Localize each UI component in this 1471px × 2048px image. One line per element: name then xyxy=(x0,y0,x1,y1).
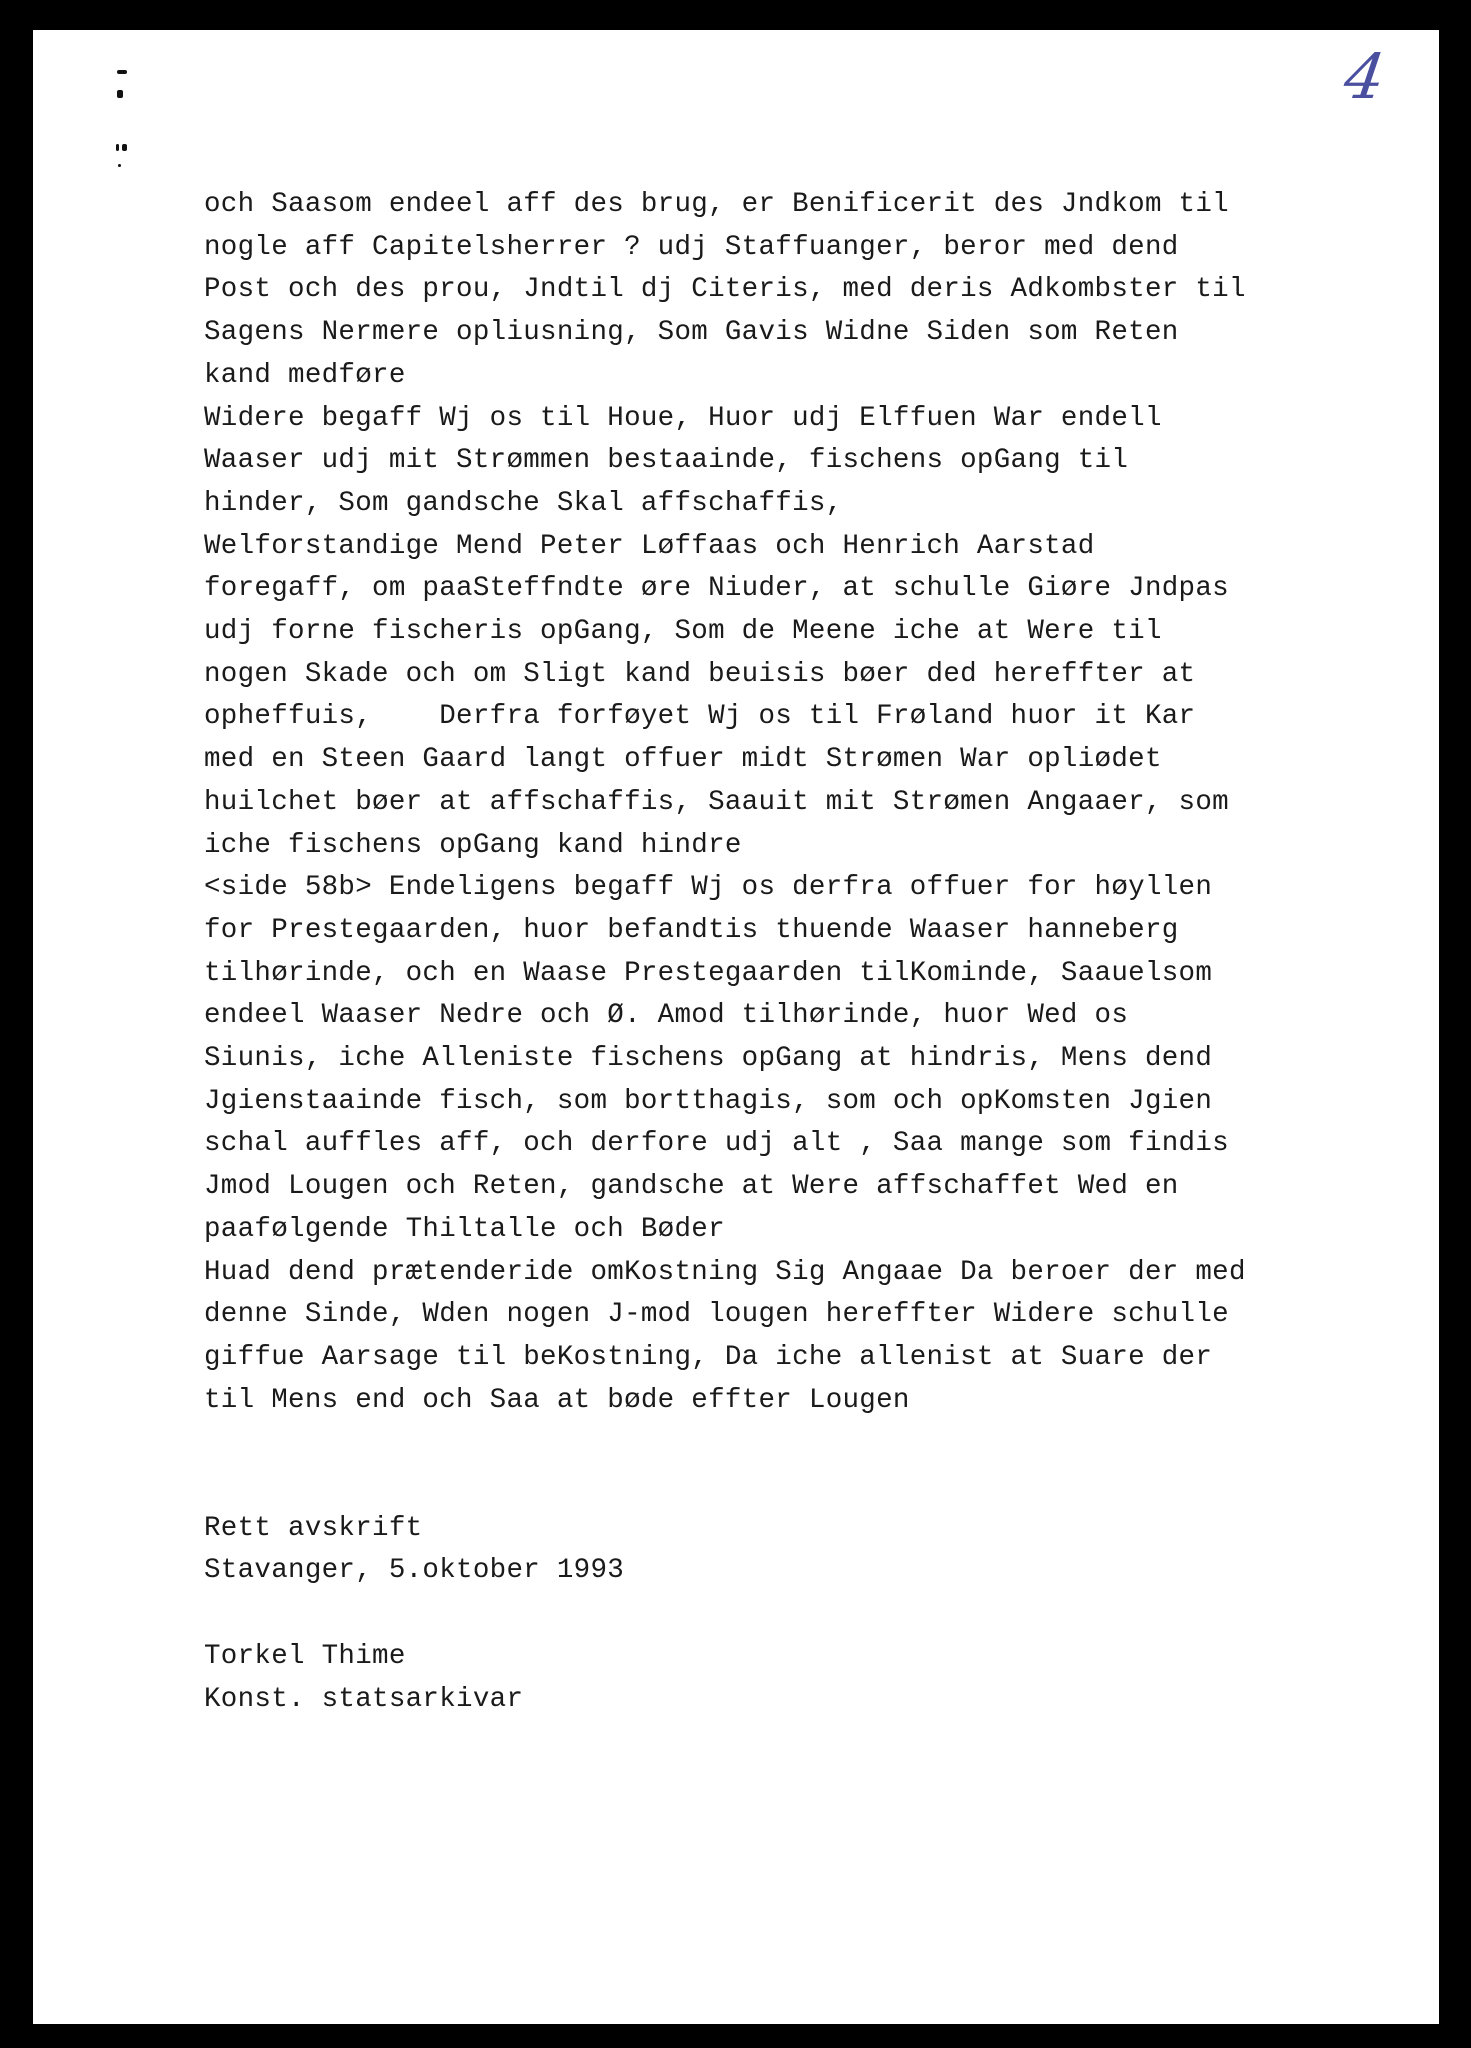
text-line: med en Steen Gaard langt offuer midt Strømen War opliødet xyxy=(204,744,1162,776)
text-line: opheffuis, Derfra forføyet Wj os til Frøland huor it Kar xyxy=(204,701,1196,733)
text-line: Post och des prou, Jndtil dj Citeris, med deris Adkombster til xyxy=(204,274,1246,306)
text-line: iche fischens opGang kand hindre xyxy=(204,829,742,861)
transcription-text xyxy=(204,184,1384,1721)
text-line: udj forne fischeris opGang, Som de Meene iche at Were til xyxy=(204,616,1162,648)
text-line: til Mens end och Saa at bøde effter Lougen xyxy=(204,1384,910,1416)
spacer xyxy=(204,1422,1384,1465)
text-line: nogle aff Capitelsherrer ? udj Staffuanger, beror med dend xyxy=(204,231,1179,263)
signatory-title: Konst. statsarkivar xyxy=(204,1683,524,1715)
text-line: hinder, Som gandsche Skal affschaffis, xyxy=(204,487,843,519)
text-line: tilhørinde, och en Waase Prestegaarden tilKominde, Saauelsom xyxy=(204,957,1213,989)
text-line: Waaser udj mit Strømmen bestaainde, fischens opGang til xyxy=(204,445,1129,477)
text-line: giffue Aarsage til beKostning, Da iche allenist at Suare der xyxy=(204,1341,1213,1373)
text-line: denne Sinde, Wden nogen J-mod lougen hereffter Widere schulle xyxy=(204,1299,1229,1331)
text-line: endeel Waaser Nedre och Ø. Amod tilhørinde, huor Wed os xyxy=(204,1000,1129,1032)
text-line: <side 58b> Endeligens begaff Wj os derfra offuer for høyllen xyxy=(204,872,1213,904)
scan-mark xyxy=(118,164,121,167)
text-line: foregaff, om paaSteffndte øre Niuder, at schulle Giøre Jndpas xyxy=(204,573,1229,605)
text-line: Huad dend prætenderide omKostning Sig Angaae Da beroer der med xyxy=(204,1256,1246,1288)
handwritten-page-number: 4 xyxy=(1339,40,1390,113)
text-line: for Prestegaarden, huor befandtis thuende Waaser hanneberg xyxy=(204,914,1179,946)
spacer xyxy=(204,1593,1384,1636)
body-paragraphs xyxy=(204,184,1384,1422)
text-line: Jgienstaainde fisch, som bortthagis, som och opKomsten Jgien xyxy=(204,1085,1213,1117)
scan-mark xyxy=(116,144,119,151)
text-line: Sagens Nermere opliusning, Som Gavis Widne Siden som Reten xyxy=(204,317,1179,349)
document-page xyxy=(33,30,1439,2024)
certification-place-date: Stavanger, 5.oktober 1993 xyxy=(204,1555,625,1587)
certification-label: Rett avskrift xyxy=(204,1512,423,1544)
text-line: schal auffles aff, och derfore udj alt , Saa mange som findis xyxy=(204,1128,1229,1160)
text-line: Welforstandige Mend Peter Løffaas och Henrich Aarstad xyxy=(204,530,1095,562)
scan-mark xyxy=(117,90,123,98)
scan-mark xyxy=(117,70,127,74)
text-line: huilchet bøer at affschaffis, Saauit mit Strømen Angaaer, som xyxy=(204,786,1229,818)
scan-mark xyxy=(122,144,127,151)
text-line: Jmod Lougen och Reten, gandsche at Were affschaffet Wed en xyxy=(204,1171,1179,1203)
text-line: och Saasom endeel aff des brug, er Benificerit des Jndkom til xyxy=(204,189,1229,220)
text-line: paafølgende Thiltalle och Bøder xyxy=(204,1213,725,1245)
text-line: Siunis, iche Alleniste fischens opGang at hindris, Mens dend xyxy=(204,1043,1213,1075)
text-line: nogen Skade och om Sligt kand beuisis bøer ded hereffter at xyxy=(204,658,1196,690)
signatory-name: Torkel Thime xyxy=(204,1640,406,1672)
spacer xyxy=(204,1465,1384,1508)
text-line: Widere begaff Wj os til Houe, Huor udj Elffuen War endell xyxy=(204,402,1162,434)
text-line: kand medføre xyxy=(204,359,406,391)
